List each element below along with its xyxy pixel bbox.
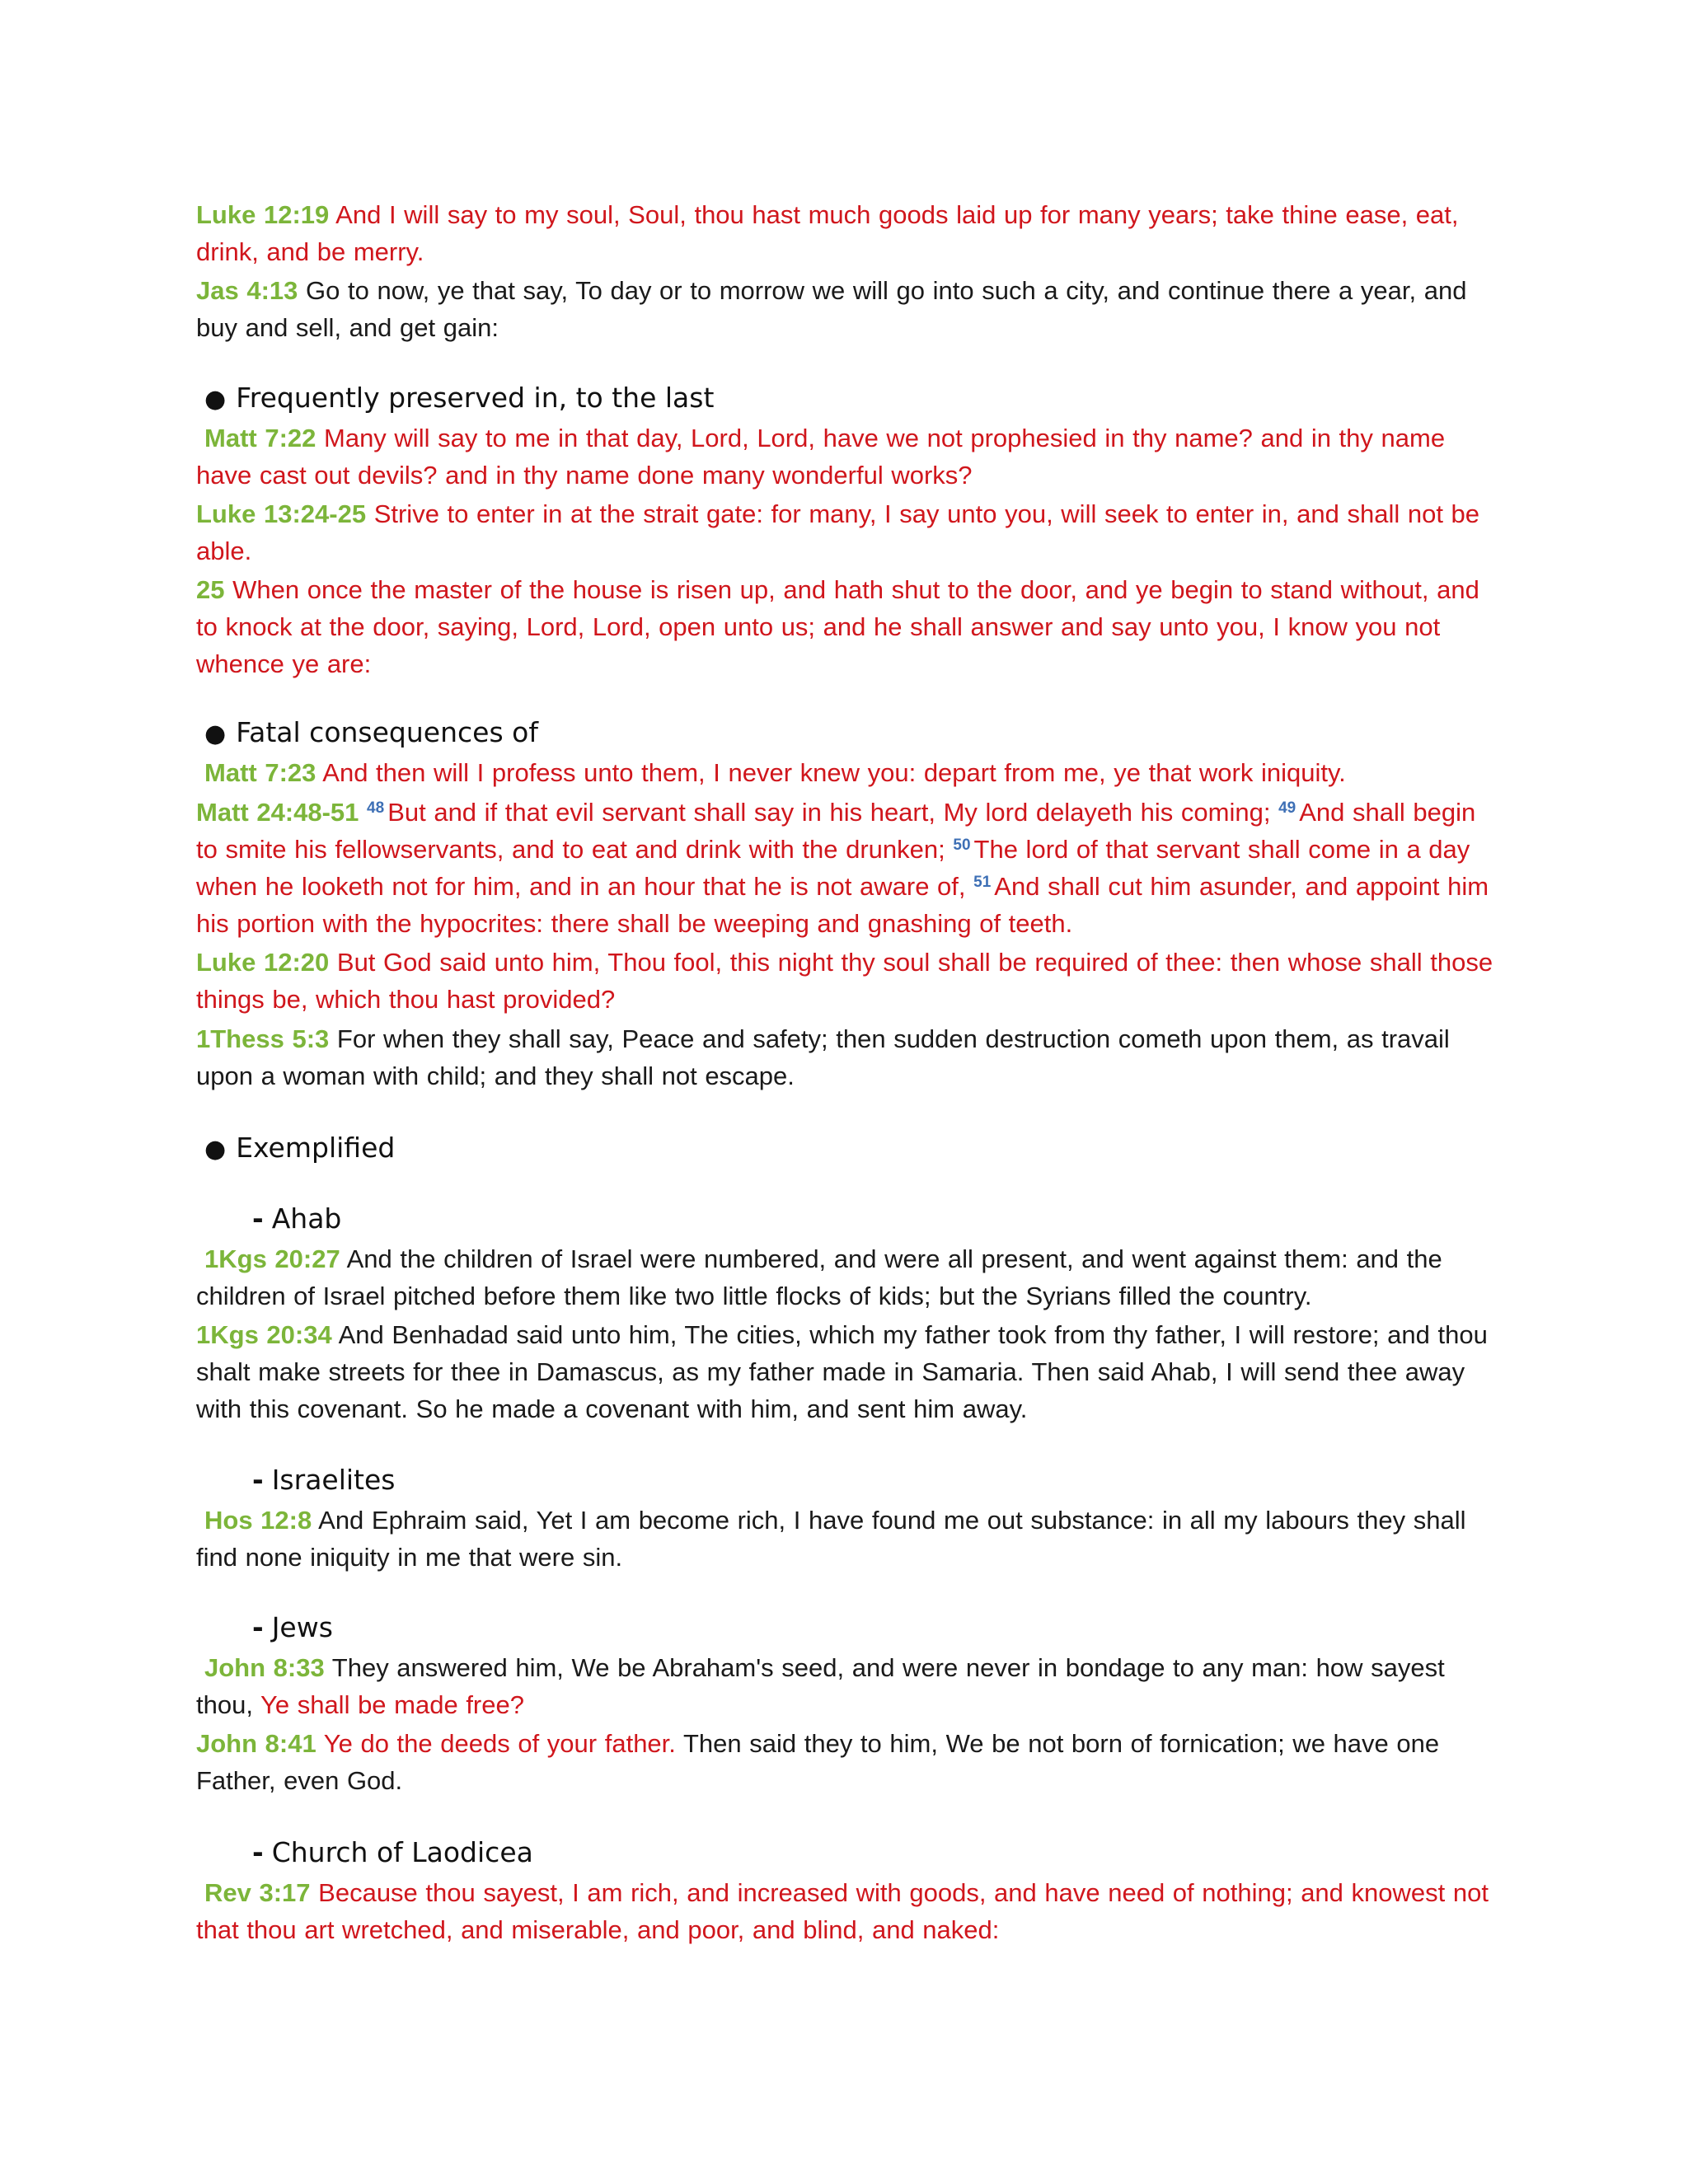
verse-number: 49	[1278, 799, 1296, 817]
verse-text: Because thou sayest, I am rich, and increased with goods, and have need of nothing; and knowest not that thou art wretched, and miserable, and poor, and blind, and naked:	[196, 1878, 1489, 1944]
verse-text: And then will I profess unto them, I never knew you: depart from me, ye that work iniquity.	[322, 758, 1346, 787]
verse-text-red: Ye shall be made free?	[260, 1690, 524, 1719]
dash-icon: -	[252, 1836, 264, 1868]
verse-number: 50	[953, 837, 971, 854]
section-heading-exemplified	[204, 1129, 395, 1168]
verse-number: 48	[367, 799, 385, 817]
subheading-laodicea	[252, 1834, 533, 1871]
verse-reference: Matt 24:48-51	[196, 798, 359, 827]
verse-reference: 1Thess 5:3	[196, 1024, 330, 1053]
section-heading-preserved	[204, 379, 714, 418]
verse-matt-7-22	[196, 419, 1498, 494]
verse-text: Then said they to him, We be not born of fornication; we have one Father, even God.	[196, 1729, 1440, 1795]
bullet-icon: ●	[204, 1135, 227, 1164]
verse-john-8-33	[196, 1649, 1498, 1723]
verse-number: 25	[196, 575, 225, 604]
subheading-jews	[252, 1609, 333, 1646]
verse-text: For when they shall say, Peace and safety; then sudden destruction cometh upon them, as travail upon a woman with child; and they shall not escape.	[196, 1024, 1450, 1090]
verse-text: Go to now, ye that say, To day or to morrow we will go into such a city, and continue there a year, and buy and sell, and get gain:	[196, 276, 1467, 342]
verse-text: And Ephraim said, Yet I am become rich, I have found me out substance: in all my labours they shall find none iniquity in me that were sin.	[196, 1506, 1466, 1572]
verse-text: The lord of that servant shall come in a day when he looketh not for him, and in an hour that he is not aware of,	[196, 835, 1470, 901]
dash-icon: -	[252, 1611, 264, 1643]
verse-reference: Luke 12:19	[196, 200, 330, 229]
verse-matt-24-48-51	[196, 794, 1498, 942]
verse-text: When once the master of the house is risen up, and hath shut to the door, and ye begin to stand without, and to knock at the door, saying, Lord, Lord, open unto us; and he shall answer and say unto you, I know you not whence ye are:	[196, 575, 1479, 678]
verse-reference: John 8:33	[204, 1653, 325, 1682]
subheading-text: Church of Laodicea	[271, 1836, 533, 1868]
verse-text-red: Ye do the deeds of your father.	[323, 1729, 676, 1758]
dash-icon: -	[252, 1464, 264, 1496]
verse-reference: Hos 12:8	[204, 1506, 312, 1535]
subheading-israelites	[252, 1461, 396, 1498]
verse-reference: Luke 13:24-25	[196, 499, 367, 528]
verse-reference: John 8:41	[196, 1729, 316, 1758]
verse-text: But and if that evil servant shall say in his heart, My lord delayeth his coming;	[387, 798, 1271, 827]
verse-1thess-5-3	[196, 1020, 1498, 1094]
verse-reference: 1Kgs 20:27	[204, 1244, 340, 1273]
bullet-icon: ●	[204, 385, 227, 414]
verse-reference: Rev 3:17	[204, 1878, 311, 1907]
verse-luke-12-19	[196, 196, 1498, 270]
subheading-text: Ahab	[271, 1202, 342, 1235]
verse-reference: Luke 12:20	[196, 948, 330, 977]
verse-text: They answered him, We be Abraham's seed, and were never in bondage to any man: how sayest thou,	[196, 1653, 1445, 1719]
verse-hos-12-8	[196, 1502, 1498, 1576]
verse-number: 51	[973, 874, 992, 891]
bullet-icon: ●	[204, 719, 227, 748]
heading-text: Frequently preserved in, to the last	[236, 382, 715, 414]
verse-text: And shall begin to smite his fellowservants, and to eat and drink with the drunken;	[196, 798, 1476, 864]
verse-text: Strive to enter in at the strait gate: for many, I say unto you, will seek to enter in, and shall not be able.	[196, 499, 1480, 565]
verse-reference: Jas 4:13	[196, 276, 298, 305]
verse-reference: Matt 7:23	[204, 758, 316, 787]
verse-jas-4-13	[196, 272, 1498, 346]
verse-text: And the children of Israel were numbered, and were all present, and went against them: and the children of Israel pitched before them like two little flocks of kids; but the Syrians filled the country.	[196, 1244, 1442, 1310]
verse-text: And shall cut him asunder, and appoint him his portion with the hypocrites: there shall be weeping and gnashing of teeth.	[196, 872, 1489, 938]
verse-luke-13-25	[196, 571, 1498, 682]
verse-text: But God said unto him, Thou fool, this night thy soul shall be required of thee: then whose shall those things be, which thou hast provided?	[196, 948, 1493, 1014]
verse-reference: 1Kgs 20:34	[196, 1320, 332, 1349]
heading-text: Exemplified	[236, 1132, 396, 1164]
verse-1kgs-20-27	[196, 1240, 1498, 1315]
dash-icon: -	[252, 1202, 264, 1235]
subheading-text: Israelites	[271, 1464, 396, 1496]
verse-text: And I will say to my soul, Soul, thou hast much goods laid up for many years; take thine ease, eat, drink, and be merry.	[196, 200, 1459, 266]
section-heading-fatal	[204, 714, 538, 752]
verse-luke-12-20	[196, 944, 1498, 1018]
verse-text: Many will say to me in that day, Lord, Lord, have we not prophesied in thy name? and in thy name have cast out devils? and in thy name done many wonderful works?	[196, 424, 1446, 490]
heading-text: Fatal consequences of	[236, 716, 538, 748]
verse-reference: Matt 7:22	[204, 424, 316, 452]
verse-luke-13-24	[196, 495, 1498, 569]
verse-john-8-41	[196, 1725, 1498, 1799]
verse-1kgs-20-34	[196, 1316, 1498, 1427]
subheading-text: Jews	[271, 1611, 333, 1643]
verse-text: And Benhadad said unto him, The cities, which my father took from thy father, I will restore; and thou shalt make streets for thee in Damascus, as my father made in Samaria. Then said Ahab, I will send thee away with this covenant. So he made a covenant with him, and sent him away.	[196, 1320, 1488, 1423]
subheading-ahab	[252, 1200, 341, 1237]
verse-rev-3-17	[196, 1874, 1498, 1948]
verse-matt-7-23	[196, 754, 1498, 791]
